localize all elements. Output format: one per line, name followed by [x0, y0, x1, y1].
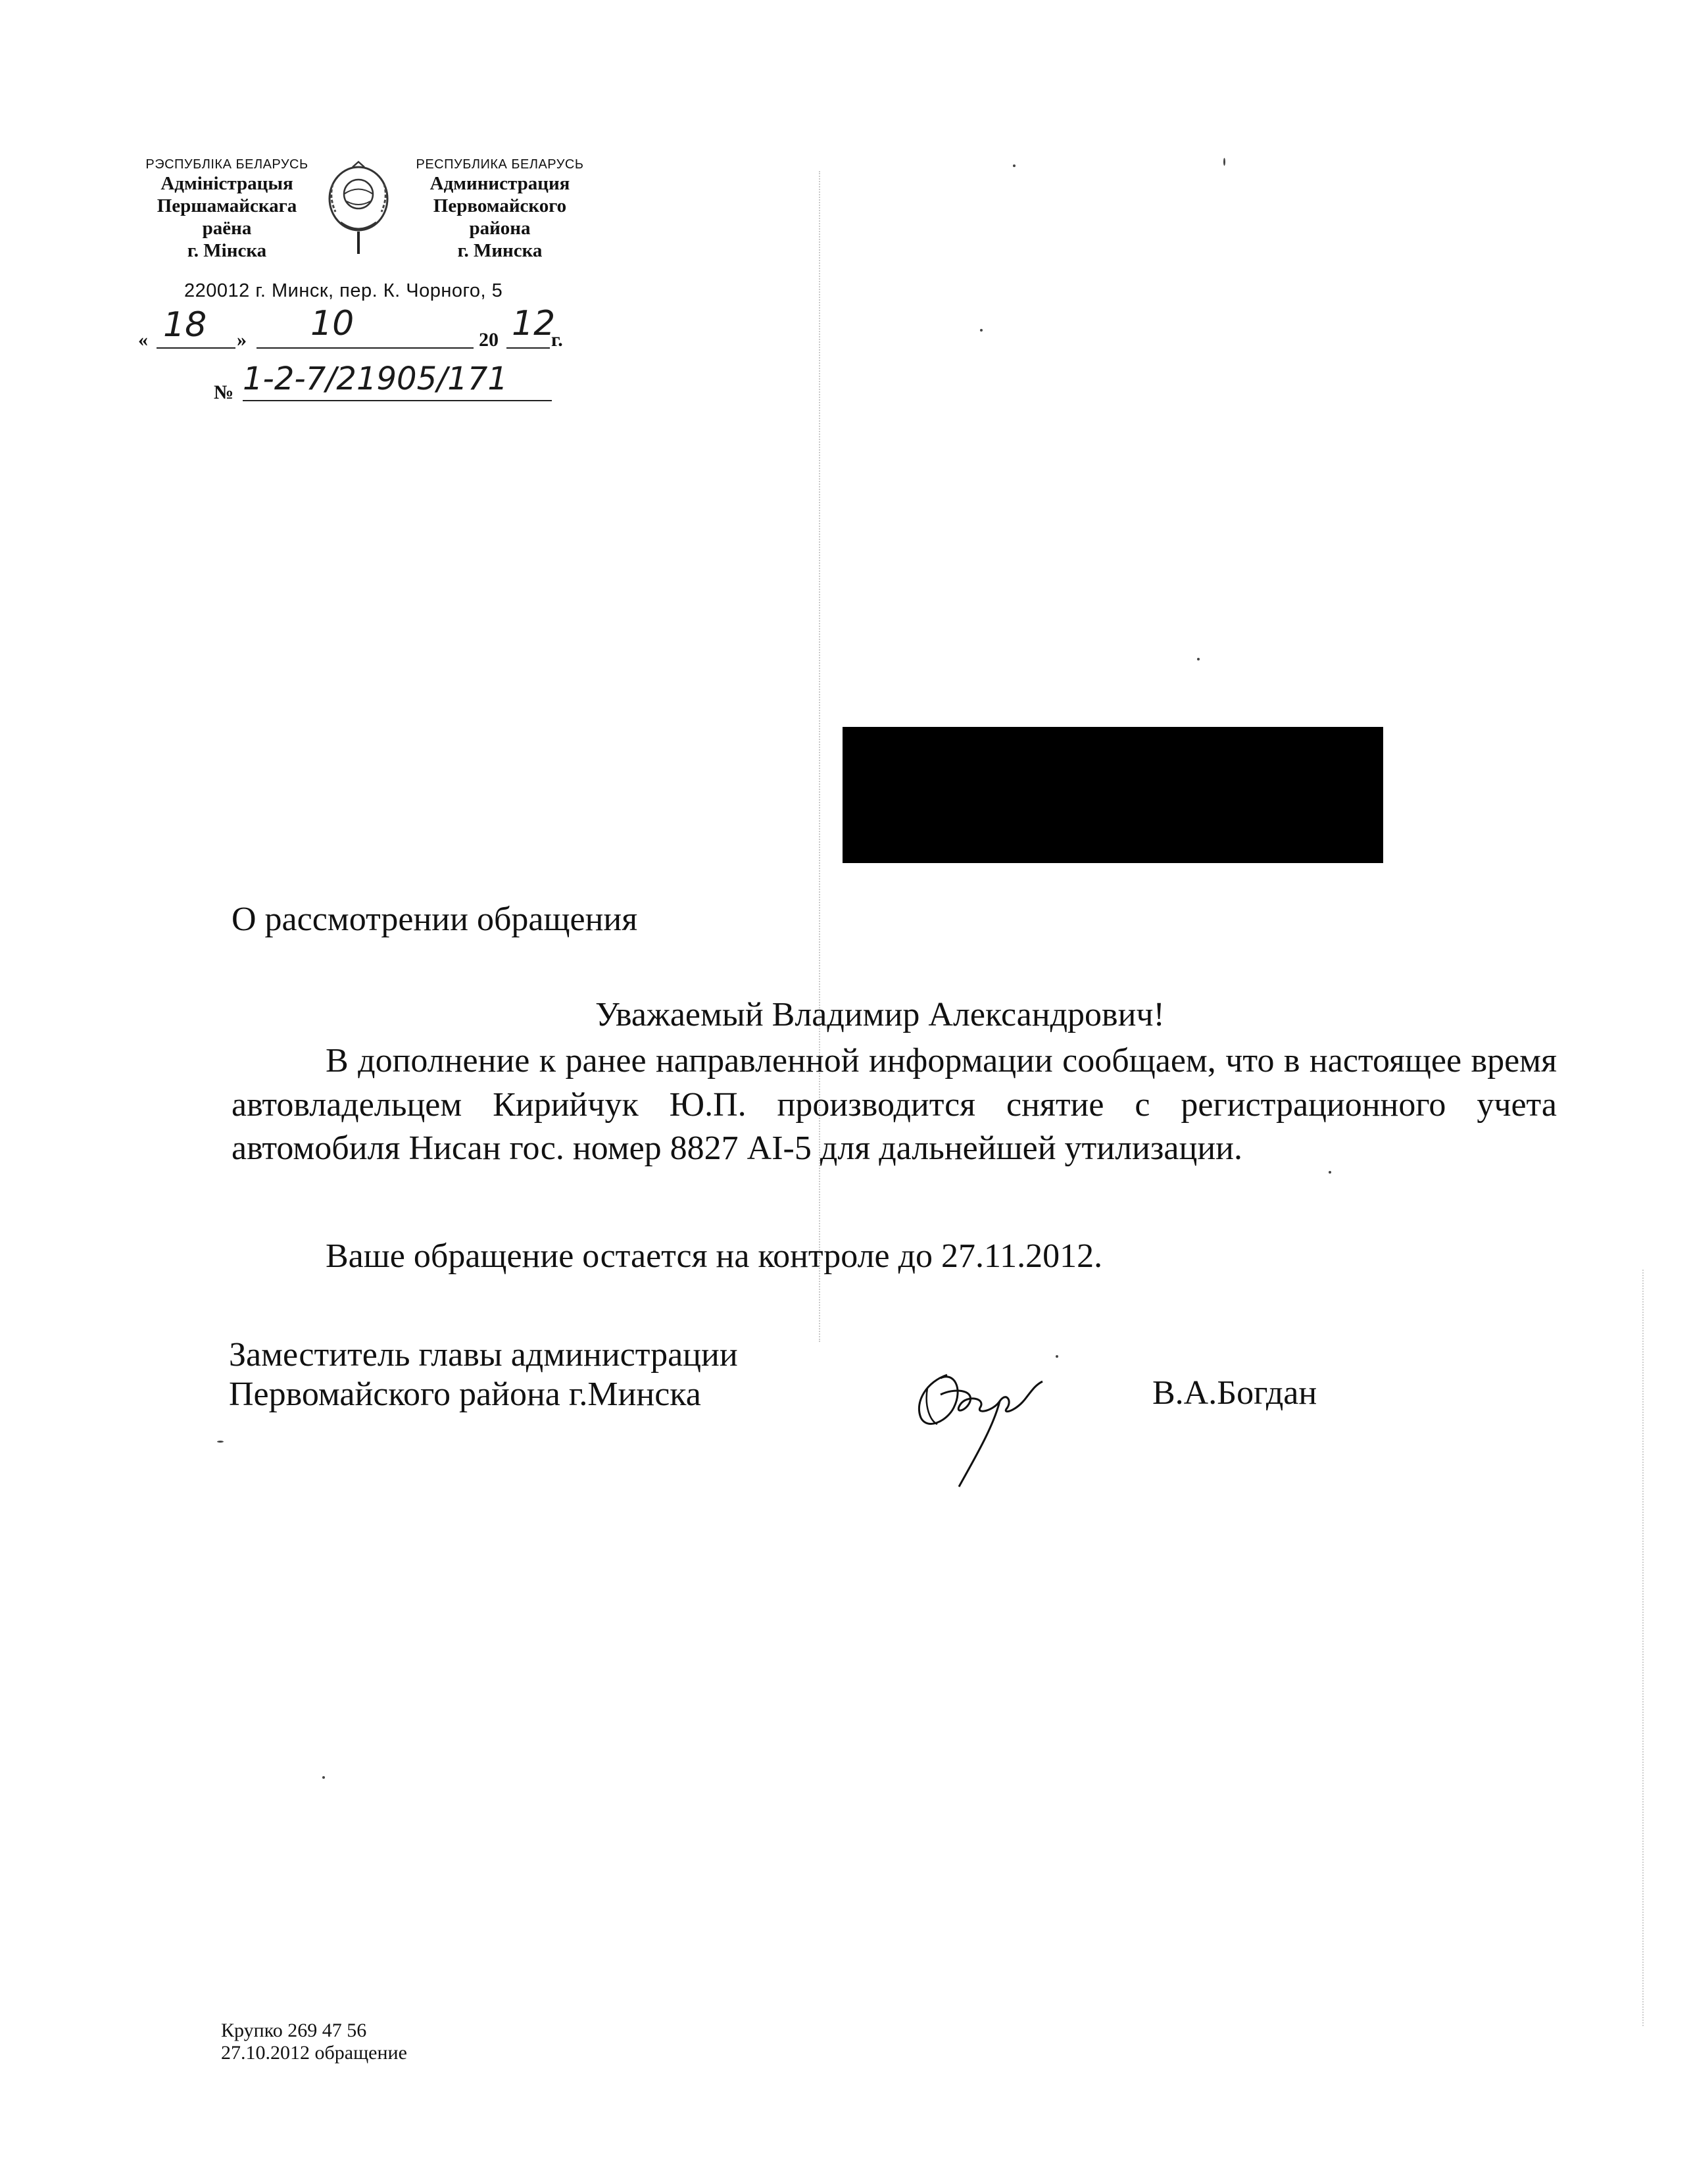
letterhead-org-by: Адміністрацыя: [160, 173, 293, 194]
scan-speck: [217, 1441, 224, 1443]
signatory-title: [229, 1335, 738, 1414]
scan-speck: [322, 1776, 325, 1779]
letterhead-country-by: РЭСПУБЛІКА БЕЛАРУСЬ: [145, 157, 308, 172]
letterhead-district-by: Першамайскага: [157, 195, 297, 216]
number-underline: [243, 400, 552, 401]
letterhead: [138, 157, 599, 328]
date-open-quote: «: [138, 329, 148, 351]
handwritten-signature: [901, 1349, 1072, 1493]
letterhead-address: 220012 г. Минск, пер. К. Чорного, 5: [184, 280, 503, 301]
date-year-suffix: 12: [512, 304, 556, 343]
letterhead-country-ru: РЕСПУБЛИКА БЕЛАРУСЬ: [416, 157, 584, 172]
letterhead-belarusian: [138, 157, 316, 262]
date-close-quote: »: [237, 329, 247, 351]
redacted-addressee-block: [843, 727, 1383, 863]
signatory-name: В.А.Богдан: [1152, 1374, 1317, 1412]
letter-subject: О рассмотрении обращения: [232, 901, 638, 938]
date-year-underline: [506, 347, 550, 349]
scan-speck: [1329, 1171, 1331, 1174]
letter-closing: Ваше обращение остается на контроле до 27.11.2012.: [326, 1237, 1103, 1275]
scan-edge-line: [1642, 1270, 1644, 2026]
letterhead-raion-by: раёна: [202, 218, 252, 239]
letter-greeting: Уважаемый Владимир Александрович!: [595, 996, 1165, 1033]
executor-date-note: 27.10.2012 обращение: [221, 2042, 407, 2064]
letter-body: [232, 1039, 1557, 1171]
letterhead-city-ru: г. Минска: [457, 240, 543, 261]
registration-date: [138, 304, 612, 355]
scan-speck: [980, 329, 983, 332]
date-day: 18: [163, 305, 207, 345]
letterhead-russian: [404, 157, 595, 262]
executor-contact: Крупко 269 47 56: [221, 2020, 367, 2041]
date-day-underline: [157, 347, 235, 349]
date-year-prefix: 20: [479, 329, 499, 351]
coat-of-arms-icon: [316, 158, 401, 257]
letter-paragraph: В дополнение к ранее направленной информации сообщаем, что в настоящее время автовладельцем Кирийчук Ю.П. производится снятие с регистрационного учета автомобиля Нисан гос. номер 8827 AI-5 для дальнейшей утилизации.: [232, 1042, 1557, 1167]
letterhead-org-ru: Администрация: [429, 173, 570, 194]
letterhead-district-ru: Первомайского: [433, 195, 567, 216]
scan-speck: [1056, 1355, 1058, 1358]
executor-footer: [221, 2020, 407, 2064]
letterhead-city-by: г. Мінска: [187, 240, 267, 261]
date-month: 10: [310, 304, 355, 343]
signatory-title-line1: Заместитель главы администрации: [229, 1336, 738, 1374]
scan-speck: [1223, 158, 1225, 166]
signatory-title-line2: Первомайского района г.Минска: [229, 1376, 701, 1413]
scan-speck: [1197, 658, 1200, 660]
scan-speck: [1013, 164, 1016, 167]
number-sign: №: [214, 382, 234, 403]
date-year-unit: г.: [551, 329, 563, 351]
letterhead-raion-ru: района: [469, 218, 531, 239]
number-value: 1-2-7/21905/171: [243, 360, 508, 397]
date-month-underline: [257, 347, 474, 349]
registration-number: [214, 360, 608, 413]
